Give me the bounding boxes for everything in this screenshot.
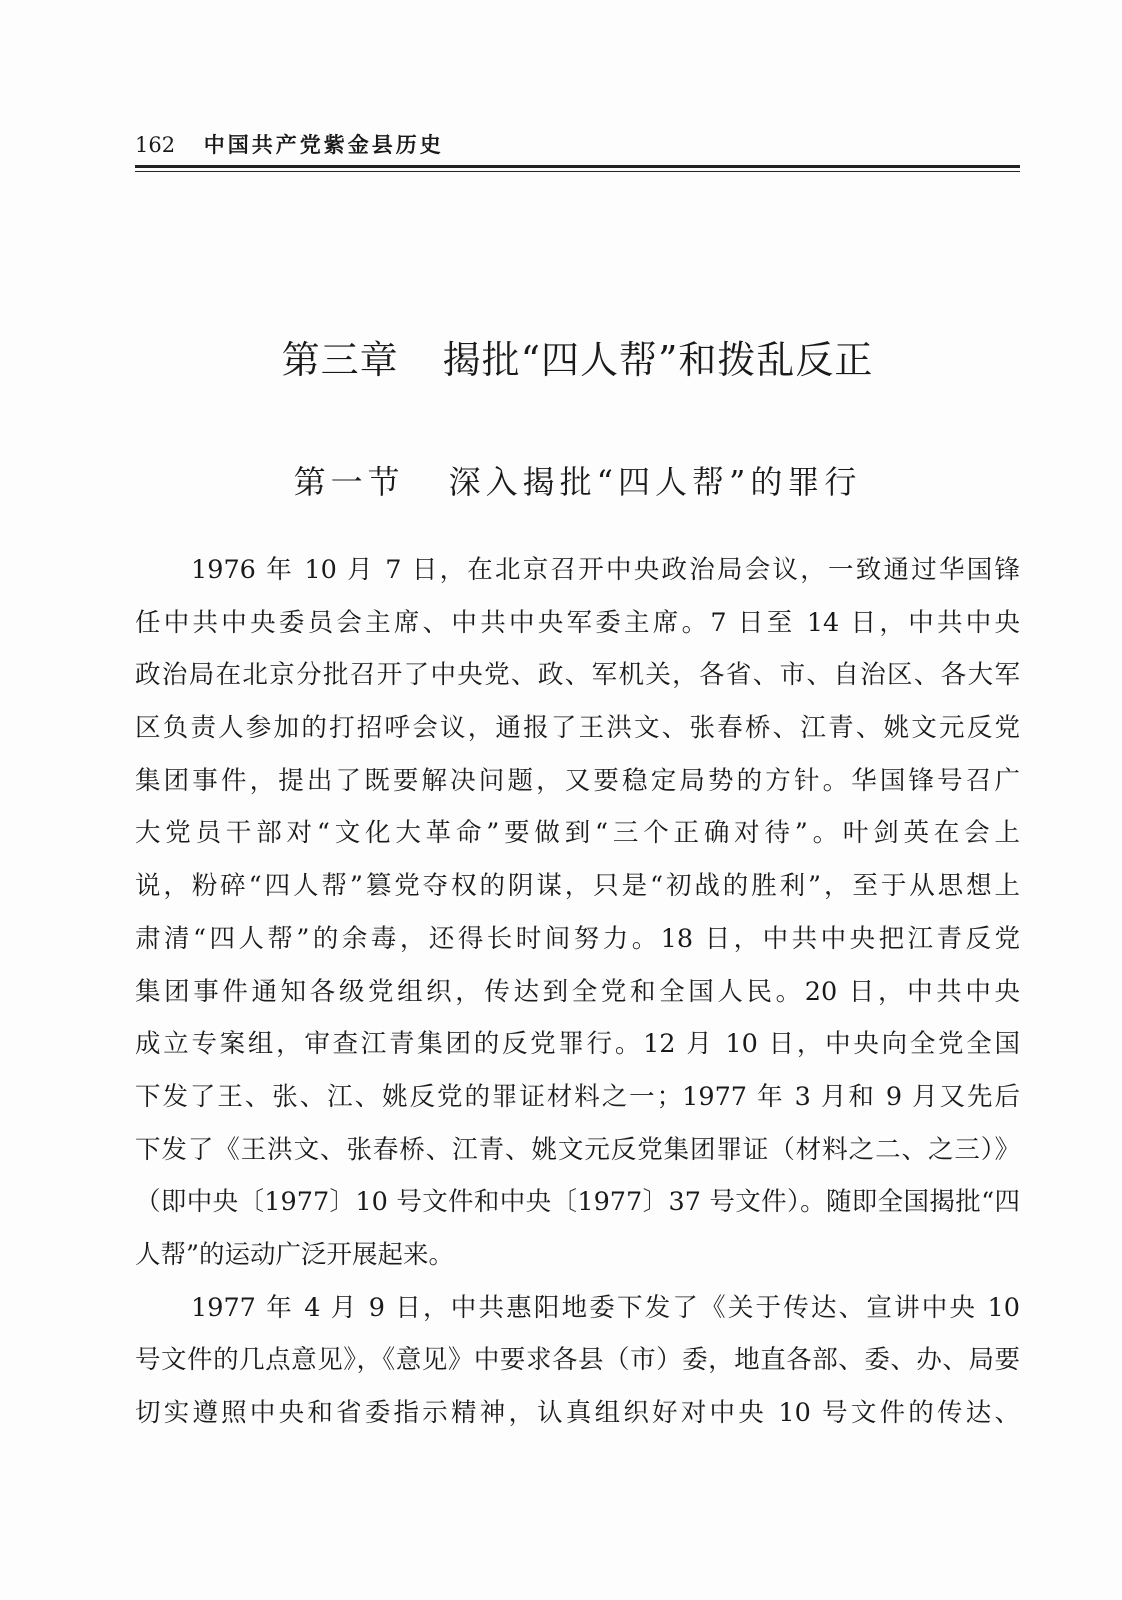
chapter-number: 第三章 (281, 338, 399, 382)
header-rule-thick (135, 165, 1020, 168)
section-title (135, 460, 1020, 504)
text-line: 人帮”的运动广泛开展起来。 (135, 1239, 455, 1270)
text-line: （即中央〔1977〕10 号文件和中央〔1977〕37 号文件）。随即全国揭批“四 (135, 1187, 1020, 1218)
chapter-name: 揭批“四人帮”和拨乱反正 (442, 338, 874, 382)
text-line: 1977 年 4 月 9 日，中共惠阳地委下发了《关于传达、宣讲中央 10 (191, 1292, 1020, 1323)
text-line: 大党员干部对“文化大革命”要做到“三个正确对待”。叶剑英在会上 (135, 818, 1020, 849)
text-line: 任中共中央委员会主席、中共中央军委主席。7 日至 14 日，中共中央 (135, 607, 1020, 638)
text-line: 号文件的几点意见》，《意见》中要求各县（市）委，地直各部、委、办、局要 (135, 1345, 1020, 1376)
text-line: 肃清“四人帮”的余毒，还得长时间努力。18 日，中共中央把江青反党 (135, 923, 1020, 954)
text-line: 切实遵照中央和省委指示精神，认真组织好对中央 10 号文件的传达、 (135, 1398, 1020, 1428)
text-line: 说，粉碎“四人帮”篡党夺权的阴谋，只是“初战的胜利”，至于从思想上 (135, 871, 1020, 902)
text-line: 下发了《王洪文、张春桥、江青、姚文元反党集团罪证（材料之二、之三）》 (135, 1134, 1020, 1165)
running-header (135, 128, 1020, 162)
text-line: 集团事件，提出了既要解决问题，又要稳定局势的方针。华国锋号召广 (135, 765, 1020, 796)
paragraph-1 (135, 544, 1020, 1282)
text-line: 区负责人参加的打招呼会议，通报了王洪文、张春桥、江青、姚文元反党 (135, 713, 1020, 744)
section-number: 第一节 (293, 463, 405, 501)
text-line: 下发了王、张、江、姚反党的罪证材料之一；1977 年 3 月和 9 月又先后 (135, 1081, 1020, 1112)
text-line: 成立专案组，审查江青集团的反党罪行。12 月 10 日，中央向全党全国 (135, 1029, 1020, 1060)
text-line: 1976 年 10 月 7 日，在北京召开中央政治局会议，一致通过华国锋 (191, 555, 1020, 585)
book-title: 中国共产党紫金县历史 (203, 132, 444, 157)
section-name: 深入揭批“四人帮”的罪行 (448, 463, 862, 501)
text-line: 政治局在北京分批召开了中央党、政、军机关，各省、市、自治区、各大军 (135, 660, 1020, 691)
chapter-title (135, 335, 1020, 385)
header-rule-thin (135, 171, 1020, 172)
page-number: 162 (135, 133, 176, 157)
text-line: 集团事件通知各级党组织，传达到全党和全国人民。20 日，中共中央 (135, 976, 1020, 1007)
paragraph-2 (135, 1282, 1020, 1440)
body-text (135, 544, 1020, 1440)
